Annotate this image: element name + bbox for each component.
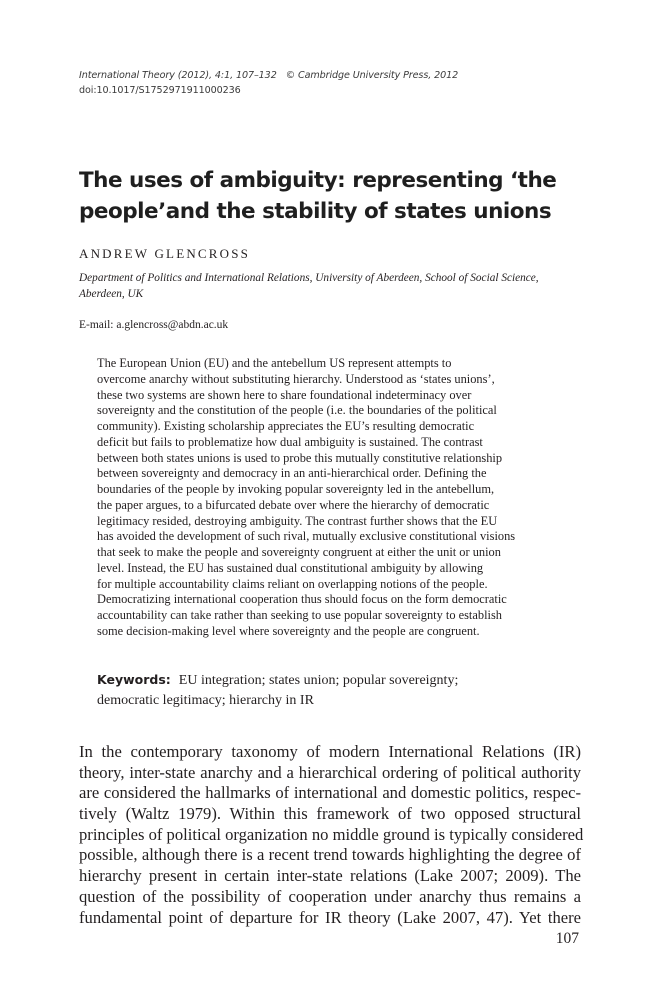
abstract-line: these two systems are shown here to share foundational indeterminacy over xyxy=(97,387,472,402)
abstract-line: overcome anarchy without substituting hierarchy. Understood as ‘states unions’, xyxy=(97,371,495,386)
affiliation-line: Aberdeen, UK xyxy=(79,288,144,300)
abstract-line: sovereignty and the constitution of the people (i.e. the boundaries of the political xyxy=(97,403,497,418)
abstract-line: some decision-making level where sovereignty and the people are congruent. xyxy=(97,623,480,638)
body-line: principles of political organization no middle ground is typically considered xyxy=(79,824,584,844)
body-line: fundamental point of departure for IR theory (Lake 2007, 47). Yet there xyxy=(79,907,581,927)
abstract-line: between both states unions is used to probe this mutually constitutive relationship xyxy=(97,450,503,465)
abstract-line: boundaries of the people by invoking popular sovereignty led in the antebellum, xyxy=(97,482,495,496)
abstract-line: accountability can take rather than seeking to use popular sovereignty to establish xyxy=(97,608,502,622)
body-paragraph xyxy=(79,742,584,928)
abstract-line: between sovereignty and democracy in an anti-hierarchical order. Defining the xyxy=(97,466,487,481)
journal-citation: International Theory (2012), 4:1, 107–132 xyxy=(79,70,277,81)
body-line: theory, inter-state anarchy and a hierarchical ordering of political authority xyxy=(79,762,581,782)
title-line: people’and the stability of states unions xyxy=(79,199,552,224)
copyright-notice: © Cambridge University Press, 2012 xyxy=(285,70,459,81)
body-line: In the contemporary taxonomy of modern International Relations (IR) xyxy=(79,742,581,761)
affiliation-line: Department of Politics and International Relations, University of Aberdeen, School of Social Science, xyxy=(79,272,539,284)
title-line: The uses of ambiguity: representing ‘the xyxy=(79,168,557,193)
author-affiliation xyxy=(79,270,599,302)
body-line: possible, although there is a recent trend towards highlighting the degree of xyxy=(79,845,581,865)
doi-line[interactable]: doi:10.1017/S1752971911000236 xyxy=(79,85,241,96)
body-line: hierarchy present in certain inter-state relations (Lake 2007; 2009). The xyxy=(79,866,581,886)
body-line: question of the possibility of cooperation under anarchy thus remains a xyxy=(79,886,581,906)
keywords-line: democratic legitimacy; hierarchy in IR xyxy=(97,693,314,708)
abstract-line: legitimacy resided, destroying ambiguity. The contrast further shows that the EU xyxy=(97,513,498,528)
abstract xyxy=(97,356,577,640)
keywords-list: EU integration; states union; popular sovereignty; xyxy=(178,673,459,688)
abstract-line: deficit but fails to problematize how dual ambiguity is sustained. The contrast xyxy=(97,434,483,449)
abstract-line: community). Existing scholarship appreciates the EU’s resulting democratic xyxy=(97,419,475,433)
abstract-line: Democratizing international cooperation thus should focus on the form democratic xyxy=(97,592,507,607)
author-name: ANDREW GLENCROSS xyxy=(79,246,251,261)
keywords-label: Keywords: xyxy=(97,672,171,687)
body-line: are considered the hallmarks of international and domestic politics, respec- xyxy=(79,783,581,803)
running-header xyxy=(79,70,458,81)
abstract-line: has avoided the development of such rival, mutually exclusive constitutional visions xyxy=(97,529,516,544)
abstract-line: the paper argues, to a bifurcated debate over where the hierarchy of democratic xyxy=(97,497,490,512)
author-email[interactable]: E-mail: a.glencross@abdn.ac.uk xyxy=(79,319,229,331)
abstract-line: The European Union (EU) and the antebellum US represent attempts to xyxy=(97,356,452,370)
abstract-line: that seek to make the people and sovereignty congruent at either the unit or union xyxy=(97,545,501,559)
abstract-line: for multiple accountability claims reliant on overlapping notions of the people. xyxy=(97,576,488,591)
keywords-line xyxy=(97,670,577,691)
abstract-line: level. Instead, the EU has sustained dual constitutional ambiguity by allowing xyxy=(97,560,484,575)
page-number: 107 xyxy=(555,930,579,947)
keywords-block xyxy=(97,670,577,711)
body-line: tively (Waltz 1979). Within this framework of two opposed structural xyxy=(79,804,581,824)
article-title xyxy=(79,165,599,227)
